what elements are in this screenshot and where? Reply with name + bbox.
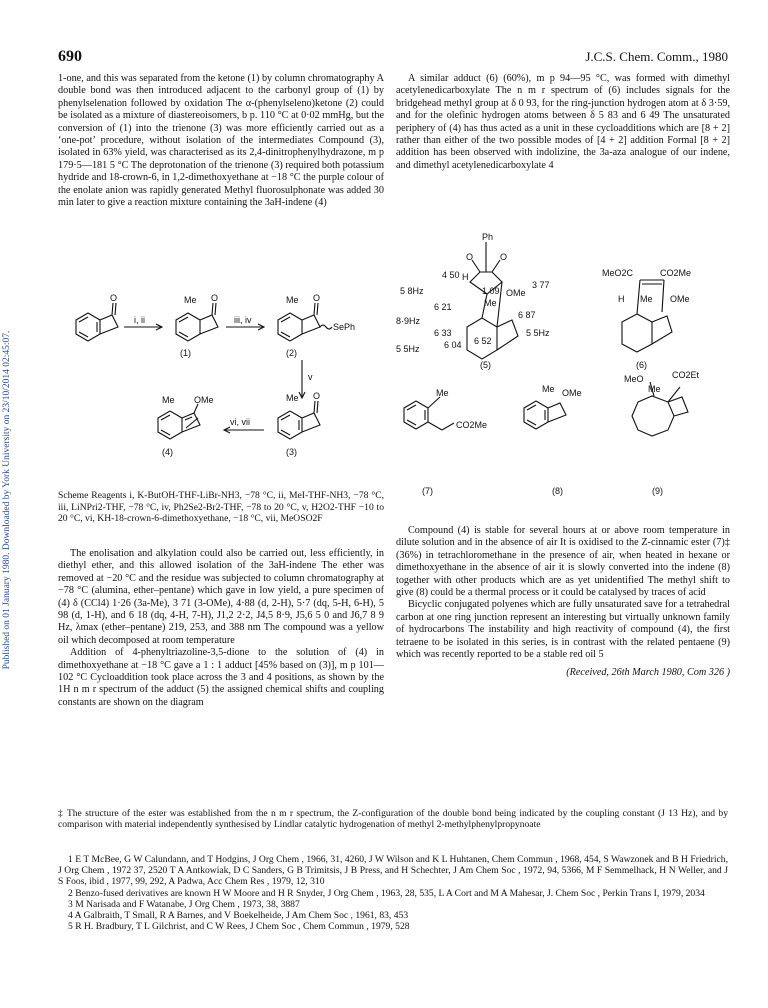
meo2c-label: MeO2C — [602, 268, 634, 278]
nmr-coupling: 5 5Hz — [396, 344, 420, 354]
ome-label: OMe — [562, 388, 582, 398]
seph-label: SePh — [333, 322, 356, 332]
meo-label: MeO — [624, 374, 644, 384]
nmr-shift: 6 33 — [434, 328, 452, 338]
ph-label: Ph — [482, 232, 494, 242]
right-paragraph-1: A similar adduct (6) (60%), m p 94—95 °C, was formed with dimethyl acetylenedicarboxylate The n m r spectrum of (6) includes signals for the bridgehead methyl group at δ 0 93, for the ring-junction hydrogen atom at δ 3·59, and for the olefinic hydrogen atoms between δ 5 83 and 6 49 The unsaturated periphery of (4) has thus acted as a unit in these cycloadditions which are [8 + 2] rather than either of the two possible modes of [4 + 2] addition Formal [8 + 2] addition has been observed with indolizine, the 3a-aza analogue of our indene, and dimethyl acetylenedicarboxylate 4 — [396, 73, 730, 171]
compound-label: (4) — [162, 447, 173, 457]
co2et-label: CO2Et — [672, 370, 700, 380]
o-label: O — [466, 252, 474, 262]
compound-label: (5) — [480, 360, 491, 370]
me-label: Me — [286, 393, 299, 403]
left-paragraph-3: Addition of 4-phenyltriazoline-3,5-dione to the solution of (4) in dimethoxyethane at −18 °C gave a 1 : 1 adduct [45% based on (3)], m p 101—102 °C Cycloaddition took place across the 3 and 4 positions, as shown by the 1H n m r spectrum of the adduct (5) the assigned chemical shifts and coupling constants are shown on the diagram — [58, 647, 384, 708]
nmr-shift: 1 09 — [482, 286, 500, 296]
compound-label: (7) — [422, 486, 433, 496]
nmr-shift: 6 21 — [434, 302, 452, 312]
o-label: O — [500, 252, 508, 262]
o-label: O — [211, 293, 219, 303]
journal-header: J.C.S. Chem. Comm., 1980 — [585, 49, 728, 64]
me-label: Me — [542, 384, 555, 394]
reference-item: 2 Benzo-fused derivatives are known H W Moore and H R Snyder, J Org Chem , 1963, 28, 535, L A Cort and M A Mahesar, J. Chem Soc , Perkin Trans I, 1979, 2034 — [68, 887, 705, 899]
me-label: Me — [162, 395, 175, 405]
compound-label: (1) — [180, 348, 191, 358]
compound-label: (3) — [286, 447, 297, 457]
co2me-label: CO2Me — [660, 268, 692, 278]
reference-item: 5 R H. Bradbury, T L Gilchrist, and C W Rees, J Chem Soc , Chem Commun , 1979, 528 — [68, 921, 410, 933]
compound-label: (8) — [552, 486, 563, 496]
right-column-lower — [396, 525, 730, 680]
download-note: Published on 01 January 1980. Downloaded by York University on 23/10/2014 02:45:07. — [2, 330, 12, 670]
nmr-shift: 4 50 — [442, 270, 460, 280]
right-paragraph-2: Compound (4) is stable for several hours at or above room temperature in dilute solution and in the absence of air It is oxidised to the Z-cinnamic ester (7)‡ (36%) in tetrachloromethane in the presence of air, when heated in hexane or dimethoxyethane in the absence of air it is slowly converted into the indene (8) together with other products which are as yet unidentified The methyl shift to give (8) could be a thermal process or it could be catalysed by traces of acid — [396, 525, 730, 599]
reference-item: 3 M Narisada and F Watanabe, J Org Chem , 1973, 38, 3887 — [68, 898, 300, 910]
received-note: (Received, 26th March 1980, Com 326 ) — [566, 667, 730, 679]
compound-label: (2) — [286, 348, 297, 358]
nmr-shift: 6 52 — [474, 336, 492, 346]
right-column — [396, 73, 730, 172]
compound-label: (9) — [652, 486, 663, 496]
ome-label: OMe — [670, 294, 690, 304]
left-paragraph-1: 1-one, and this was separated from the ketone (1) by column chromatography A double bond was then introduced adjacent to the carbonyl group of (1) by phenylselenation followed by oxidation The α-(phenylseleno)ketone (2) could be isolated as a mixture of diastereoisomers, b p. 110 °C at 0·02 mmHg, but the conversion of (1) into the trienone (3) was more efficiently carried out as a ‘one-pot’ procedure, without isolation of the intermediates Compound (3), isolated in 63% yield, was characterised as its 2,4-dinitrophenylhydrazone, m p 179·5—181 5 °C The deprotonation of the trienone (3) required both potassium hydride and 18-crown-6, in 1,2-dimethoxyethane at −18 °C the purple colour of the enolate anion was rapidly generated Methyl fluorosulphonate was added 30 min later to give a reaction mixture containing the 3aH-indene (4) — [58, 73, 384, 209]
reference-item: 1 E T McBee, G W Calundann, and T Hodgins, J Org Chem , 1966, 31, 4260, J W Wilson and K L Huhtanen, Chem Commun , 1968, 454, S Wawzonek and B H Friedrich, J Org Chem , 1972 37, 2520 T A Antkowiak, D C Sanders, G B Trimitsis, J B Press, and H Schechter, J Am Chem Soc , 1972, 94, 5366, M F Semmelhack, H N Weller, and J S Foos, ibid , 1977, 99, 292, A Padwa, Acc Chem Res , 1979, 12, 310 — [58, 854, 728, 888]
me-label: Me — [286, 295, 299, 305]
me-label: Me — [640, 294, 653, 304]
nmr-shift: 3 77 — [532, 280, 550, 290]
me-label: Me — [184, 295, 197, 305]
me-label: Me — [648, 384, 661, 394]
left-column — [58, 73, 384, 209]
nmr-coupling: 5 8Hz — [400, 286, 424, 296]
me-label: Me — [436, 388, 449, 398]
reference-item: 4 A Galbraith, T Small, R A Barnes, and V Boekelheide, J Am Chem Soc , 1961, 83, 453 — [68, 910, 409, 922]
reagent-label: i, ii — [134, 315, 145, 325]
nmr-shift: 6 87 — [518, 310, 536, 320]
nmr-shift: 6 04 — [444, 340, 462, 350]
o-label: O — [313, 293, 321, 303]
reagent-label: iii, iv — [234, 315, 252, 325]
o-label: O — [313, 391, 321, 401]
ome-label: OMe — [506, 288, 526, 298]
adduct-structures — [392, 232, 732, 502]
h-label: H — [618, 294, 625, 304]
reagent-label: v — [308, 372, 313, 382]
right-paragraph-3: Bicyclic conjugated polyenes which are fully unsaturated save for a tetrahedral carbon at one ring junction represent an interesting but virtually unknown family of hydrocarbons The instability and high reactivity of compound (4), the first tetraene to be isolated in this series, is in contrast with the related pentaene (9) which was recently reported to be a stable red oil 5 — [396, 599, 730, 661]
o-label: O — [110, 293, 118, 303]
references — [58, 854, 728, 932]
left-column-lower — [58, 548, 384, 709]
co2me-label: CO2Me — [456, 420, 488, 430]
reagent-label: vi, vii — [230, 417, 250, 427]
me-label: Me — [484, 298, 497, 308]
ome-label: OMe — [194, 395, 214, 405]
footnote: ‡ The structure of the ester was established from the n m r spectrum, the Z-configuration of the double bond being indicated by the coupling constant (J 13 Hz), and by comparison with material independently synthesised by Lindlar catalytic hydrogenation of methyl 2-methylphenylpropynoate — [58, 808, 728, 831]
nmr-coupling: 5 5Hz — [526, 328, 550, 338]
compound-label: (6) — [636, 360, 647, 370]
left-paragraph-2: The enolisation and alkylation could also be carried out, less efficiently, in diethyl ether, and this allowed isolation of the 3aH-indene The ether was removed at −20 °C and the residue was subjected to column chromatography at −78 °C (alumina, ether–pentane) which gave in low yield, a pure specimen of (4) δ (CCl4) 1·26 (3a-Me), 3 71 (3-OMe), 4·88 (d, 2-H), 5·7 (dq, 5-H, 6-H), 5 98 (d, 1-H), and 6 18 (dq, 4-H, 7-H), J1,2 2·2, J4,5 8·9, J5,6 5 0 and J6,7 8 9 Hz, λmax (ether–pentane) 219, 253, and 388 nm The compound was a yellow oil which decomposed at room temperature — [58, 548, 384, 646]
nmr-coupling: 8·9Hz — [396, 316, 421, 326]
h-label: H — [462, 272, 469, 282]
scheme-caption: Scheme Reagents i, K-ButOH-THF-LiBr-NH3, −78 °C, ii, MeI-THF-NH3, −78 °C, iii, LiNPri2-THF, −78 °C, iv, Ph2Se2-Br2-THF, −78 to 20 °C, v, H2O2-THF −10 to 20 °C, vi, KH-18-crown-6-dimethoxyethane, −18 °C, vii, MeOSO2F — [58, 490, 384, 525]
reaction-scheme — [58, 270, 388, 485]
page-number: 690 — [58, 48, 82, 65]
